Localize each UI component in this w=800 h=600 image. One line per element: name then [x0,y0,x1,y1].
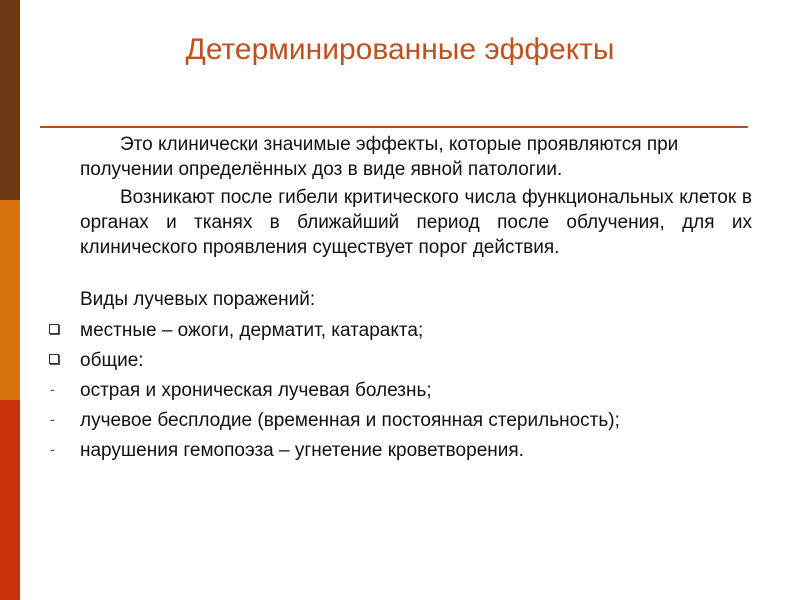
lesion-types-list [48,316,752,466]
accent-stripe-middle [0,200,20,400]
paragraph-mechanism: Возникают после гибели критического числа функциональных клеток в органах и тканях в ближайший период после облучения, для их клинического проявления существует порог действия. [80,187,752,258]
list-item-text: нарушения гемопоэза – угнетение кроветворения. [80,440,524,461]
list-item [48,436,752,466]
paragraph-types-heading: Виды лучевых поражений: [80,289,316,310]
list-item-text: общие: [80,350,144,371]
paragraph-definition: Это клинически значимые эффекты, которые проявляются при получении определённых доз в виде явной патологии. [80,134,679,180]
list-item-text: местные – ожоги, дерматит, катаракта; [80,320,424,341]
list-item-text: острая и хроническая лучевая болезнь; [80,380,432,401]
slide-title: Детерминированные эффекты [185,33,615,66]
list-item-text: лучевое бесплодие (временная и постоянная стерильность); [80,410,620,431]
dash-icon: - [50,411,55,427]
title-divider [40,126,748,128]
square-icon [48,316,66,346]
dash-icon: - [50,381,55,397]
list-item [48,346,752,376]
square-icon [48,346,66,376]
list-item [48,406,752,436]
dash-icon: - [50,441,55,457]
accent-stripe-bottom [0,400,20,600]
list-item [48,316,752,346]
accent-stripe-top [0,0,20,200]
list-item [48,376,752,406]
